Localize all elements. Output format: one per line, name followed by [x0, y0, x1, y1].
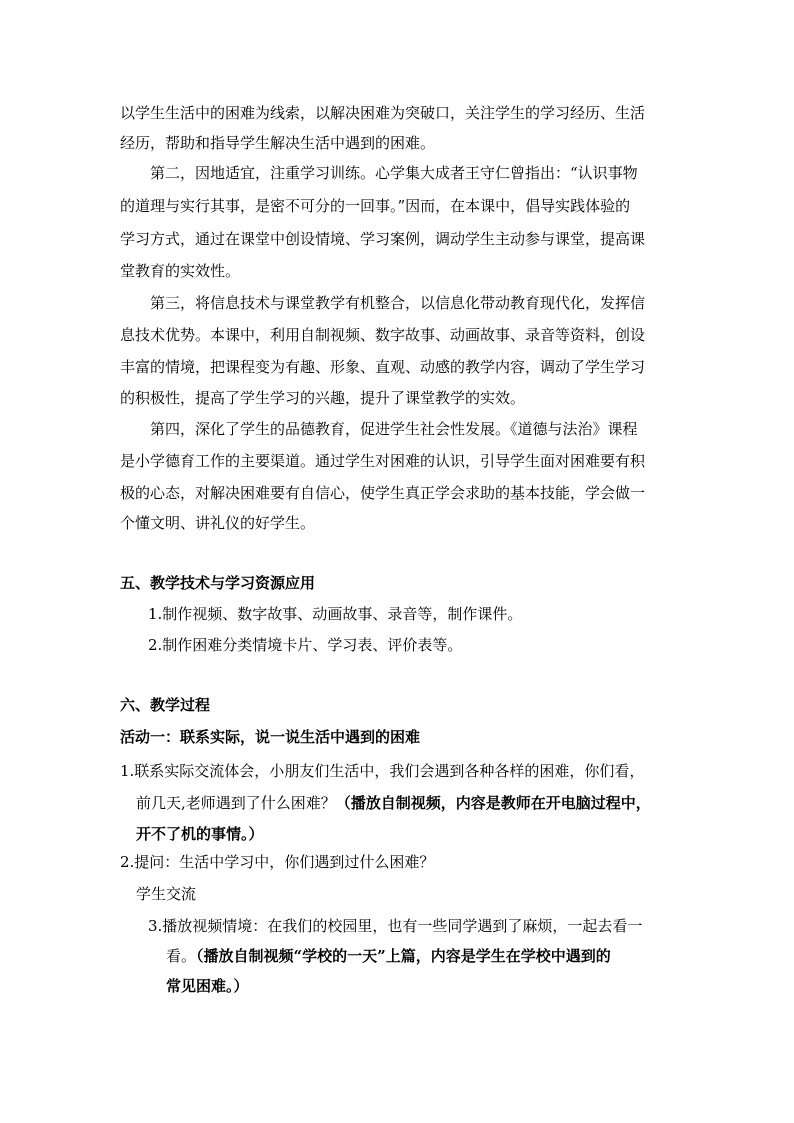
paragraph-line: 丰富的情境，把课程变为有趣、形象、直观、动感的教学内容，调动了学生学习 [120, 358, 646, 376]
paragraph-line: 学习方式，通过在课堂中创设情境、学习案例，调动学生主动参与课堂，提高课 [120, 230, 646, 248]
step-line [136, 793, 651, 813]
step-text: 前几天,老师遇到了什么困难？ [136, 794, 336, 812]
step-line: 3.播放视频情境：在我们的校园里，也有一些同学遇到了麻烦，一起去看一 [148, 917, 643, 935]
paragraph-line: 第二，因地适宜，注重学习训练。心学集大成者王守仁曾指出：“认识事物 [150, 164, 638, 182]
paragraph-line: 的道理与实行其事，是密不可分的一回事。”因而，在本课中，倡导实践体验的 [120, 197, 631, 215]
paragraph-line: 第四，深化了学生的品德教育，促进学生社会性发展。《道德与法治》课程 [150, 420, 638, 438]
step-note: （播放自制视频“学校的一天”上篇，内容是学生在学校中遇到的 [196, 947, 611, 965]
paragraph-line: 个懂文明、讲礼仪的好学生。 [120, 514, 316, 532]
paragraph-line: 以学生生活中的困难为线索，以解决困难为突破口，关注学生的学习经历、生活 [120, 104, 646, 122]
paragraph-line: 的积极性，提高了学生学习的兴趣，提升了课堂教学的实效。 [120, 389, 526, 407]
paragraph-line: 堂教育的实效性。 [120, 262, 241, 280]
step-line: 1.联系实际交流体会，小朋友们生活中，我们会遇到各种各样的困难，你们看， [120, 762, 645, 780]
step-note: （播放自制视频，内容是教师在开电脑过程中， [335, 794, 651, 812]
section-heading: 六、教学过程 [120, 696, 211, 714]
step-note: 开不了机的事情。） [136, 825, 264, 843]
paragraph-line: 第三，将信息技术与课堂教学有机整合，以信息化带动教育现代化，发挥信 [150, 294, 646, 312]
step-text: 看。 [166, 947, 197, 965]
paragraph-line: 息技术优势。本课中，利用自制视频、数字故事、动画故事、录音等资料，创设 [120, 326, 646, 344]
paragraph-line: 经历，帮助和指导学生解决生活中遇到的困难。 [120, 134, 436, 152]
step-line: 2.提问：生活中学习中，你们遇到过什么困难？ [120, 853, 435, 871]
list-item: 1.制作视频、数字故事、动画故事、录音等，制作课件。 [148, 605, 523, 623]
step-line [166, 946, 611, 966]
step-note: 常见困难。） [166, 977, 249, 995]
section-heading: 五、教学技术与学习资源应用 [120, 574, 316, 592]
step-line: 学生交流 [136, 885, 197, 903]
paragraph-line: 极的心态，对解决困难要有自信心，使学生真正学会求助的基本技能，学会做一 [120, 484, 646, 502]
activity-title: 活动一：联系实际，说一说生活中遇到的困难 [120, 728, 421, 746]
list-item: 2.制作困难分类情境卡片、学习表、评价表等。 [148, 636, 463, 654]
paragraph-line: 是小学德育工作的主要渠道。通过学生对困难的认识，引导学生面对困难要有积 [120, 452, 646, 470]
